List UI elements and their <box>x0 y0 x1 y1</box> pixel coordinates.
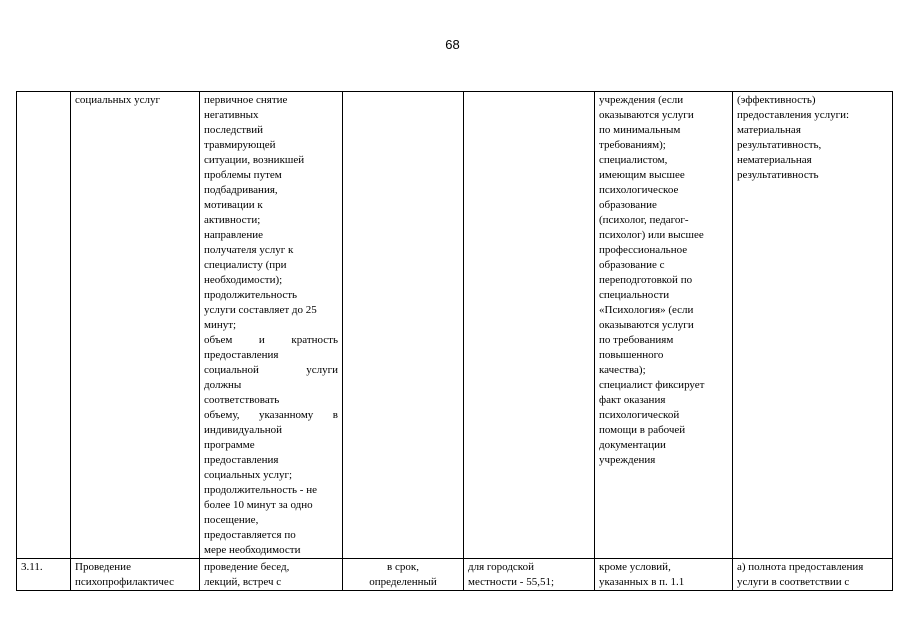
text-line: переподготовкой по <box>599 274 693 286</box>
cell-evaluation <box>733 559 893 591</box>
services-table <box>16 91 893 591</box>
text-line: оказываются услуги <box>599 109 694 121</box>
text-line: травмирующей <box>204 139 276 151</box>
text-line: посещение, <box>204 514 259 526</box>
table-row <box>17 92 893 559</box>
text-line: продолжительность - не <box>204 484 317 496</box>
text-line: специалистом, <box>599 154 668 166</box>
text-line: услуги составляет до 25 <box>204 304 317 316</box>
text-line: программе <box>204 439 255 451</box>
text-line: более 10 минут за одно <box>204 499 313 511</box>
text-line: получателя услуг к <box>204 244 294 256</box>
text-line: документации <box>599 439 666 451</box>
text-line: «Психология» (если <box>599 304 694 316</box>
text-line: первичное снятие <box>204 94 288 106</box>
text-line: негативных <box>204 109 259 121</box>
text-line: мере необходимости <box>204 544 301 556</box>
text-line: специалист фиксирует <box>599 379 705 391</box>
text-line: услуги в соответствии с <box>737 576 850 588</box>
cell-conditions <box>595 92 733 559</box>
text-line: в срок, <box>387 561 419 573</box>
text-line: психопрофилактичес <box>75 576 174 588</box>
text-line: социальных услуг; <box>204 469 293 481</box>
text-line: указанных в п. 1.1 <box>599 576 685 588</box>
cell-number <box>17 92 71 559</box>
text-line: а) полнота предоставления <box>737 561 864 573</box>
text-line: результативность <box>737 169 819 181</box>
text-line: имеющим высшее <box>599 169 685 181</box>
cell-term <box>343 92 464 559</box>
text-line: местности - 55,51; <box>468 576 555 588</box>
cell-tariff <box>464 92 595 559</box>
cell-service-name <box>71 559 200 591</box>
text-line: требованиям); <box>599 139 666 151</box>
text-line: соответствовать <box>204 394 280 406</box>
cell-term <box>343 559 464 591</box>
table-row <box>17 559 893 591</box>
text-line: психологической <box>599 409 680 421</box>
text-line: предоставления <box>204 349 279 361</box>
text-line: проблемы путем <box>204 169 282 181</box>
text-line: минут; <box>204 319 237 331</box>
text-line: последствий <box>204 124 264 136</box>
text-line: нематериальная <box>737 154 812 166</box>
cell-description <box>200 92 343 559</box>
text-line: специальности <box>599 289 670 301</box>
text-line: объему, указанному в <box>204 409 338 421</box>
text-line: по требованиям <box>599 334 674 346</box>
text-line: предоставляется по <box>204 529 296 541</box>
text-line: проведение бесед, <box>204 561 290 573</box>
text-line: оказываются услуги <box>599 319 694 331</box>
text-line: материальная <box>737 124 801 136</box>
text-line: качества); <box>599 364 646 376</box>
text-line: (эффективность) <box>737 94 816 106</box>
text-line: определенный <box>369 576 437 588</box>
text-line: Проведение <box>75 561 131 573</box>
text-line: объем и кратность <box>204 334 338 346</box>
text-line: образование с <box>599 259 665 271</box>
cell-description <box>200 559 343 591</box>
text-line: социальных услуг <box>75 94 161 106</box>
text-line: профессиональное <box>599 244 688 256</box>
cell-evaluation <box>733 92 893 559</box>
text-line: результативность, <box>737 139 822 151</box>
text-line: мотивации к <box>204 199 263 211</box>
cell-conditions <box>595 559 733 591</box>
text-line: помощи в рабочей <box>599 424 686 436</box>
text-line: (психолог, педагог- <box>599 214 689 226</box>
text-line: необходимости); <box>204 274 283 286</box>
cell-number: 3.11. <box>17 559 71 591</box>
text-line: ситуации, возникшей <box>204 154 305 166</box>
text-line: учреждения (если <box>599 94 684 106</box>
text-line: для городской <box>468 561 534 573</box>
text-line: образование <box>599 199 657 211</box>
text-line: по минимальным <box>599 124 681 136</box>
text-line: должны <box>204 379 242 391</box>
text-line: социальной услуги <box>204 364 338 376</box>
text-line: специалисту (при <box>204 259 287 271</box>
cell-service-name <box>71 92 200 559</box>
text-line: индивидуальной <box>204 424 283 436</box>
page-number: 68 <box>445 37 460 52</box>
text-line: лекций, встреч с <box>204 576 282 588</box>
text-line: факт оказания <box>599 394 666 406</box>
text-line: активности; <box>204 214 261 226</box>
text-line: кроме условий, <box>599 561 671 573</box>
text-line: психолог) или высшее <box>599 229 704 241</box>
text-line: психологическое <box>599 184 679 196</box>
text-line: предоставления услуги: <box>737 109 850 121</box>
text-line: подбадривания, <box>204 184 278 196</box>
text-line: продолжительность <box>204 289 298 301</box>
cell-tariff <box>464 559 595 591</box>
text-line: учреждения <box>599 454 656 466</box>
text-line: повышенного <box>599 349 664 361</box>
text-line: предоставления <box>204 454 279 466</box>
text-line: направление <box>204 229 263 241</box>
